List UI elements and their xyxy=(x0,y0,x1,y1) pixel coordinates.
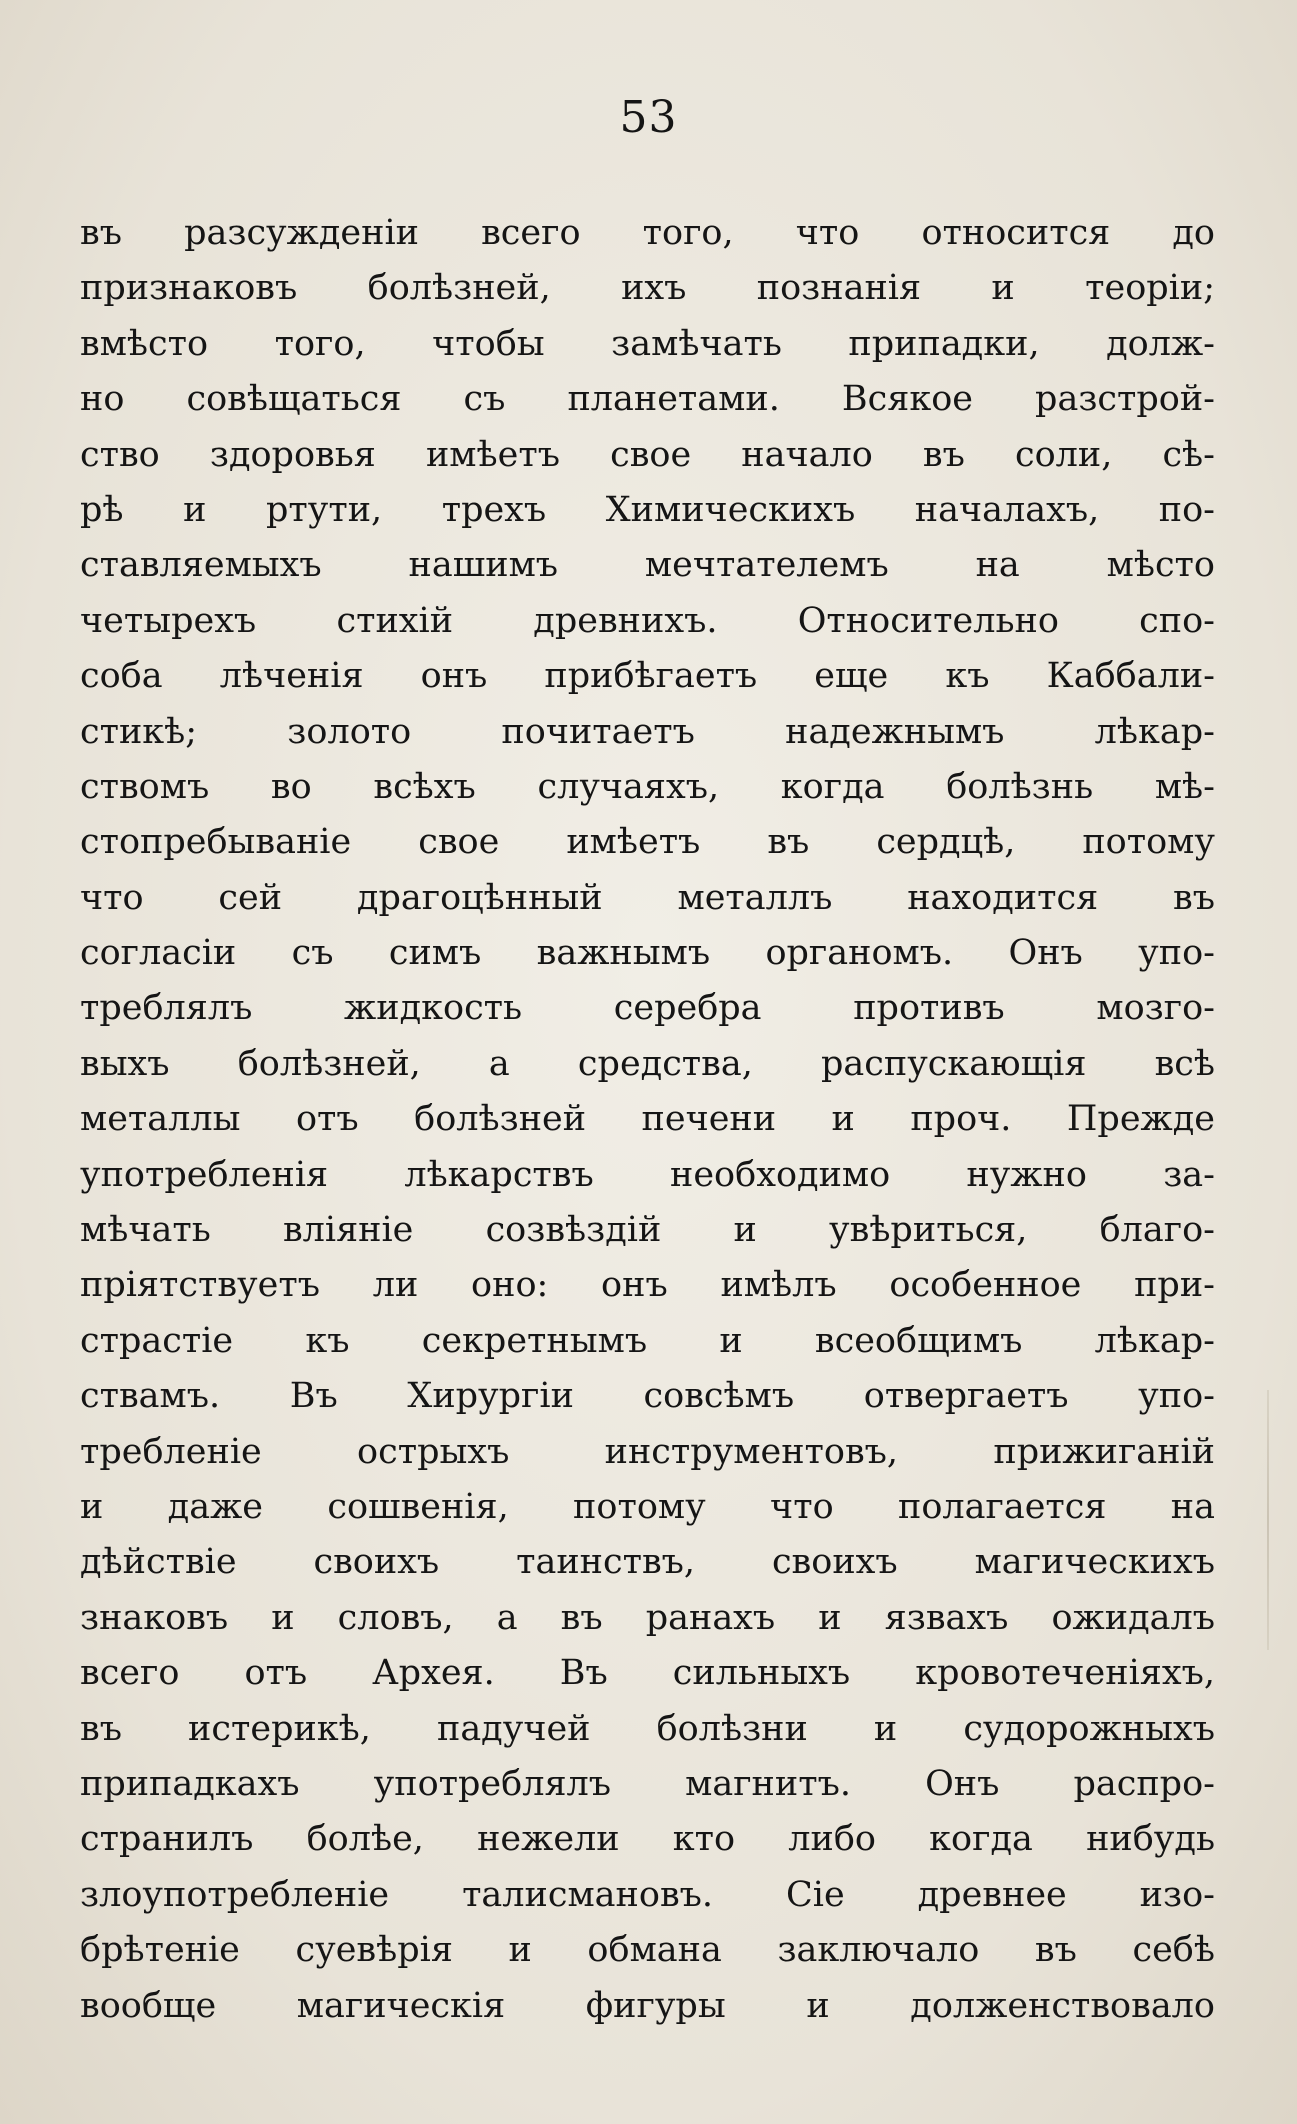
text-line-6: рѣ и ртути, трехъ Химическихъ началахъ, по- xyxy=(80,489,1215,530)
page-edge-shadow xyxy=(1267,1390,1269,1650)
text-line-31: злоупотребленіе талисмановъ. Сіе древнее изо- xyxy=(80,1874,1215,1915)
text-line-20: пріятствуетъ ли оно: онъ имѣлъ особенное при- xyxy=(80,1265,1215,1306)
text-line-4: но совѣщаться съ планетами. Всякое разстрой- xyxy=(80,379,1215,420)
text-line-12: стопребываніе свое имѣетъ въ сердцѣ, потому xyxy=(80,822,1215,863)
text-line-29: припадкахъ употреблялъ магнитъ. Онъ распро- xyxy=(80,1763,1215,1804)
text-line-30: странилъ болѣе, нежели кто либо когда нибудь xyxy=(80,1819,1215,1860)
text-line-16: выхъ болѣзней, а средства, распускающія всѣ xyxy=(80,1043,1215,1084)
text-line-1: въ разсужденіи всего того, что относится до xyxy=(80,213,1215,253)
text-line-28: въ истерикѣ, падучей болѣзни и судорожныхъ xyxy=(80,1708,1215,1749)
text-line-3: вмѣсто того, чтобы замѣчать припадки, долж- xyxy=(80,323,1215,364)
text-line-22: ствамъ. Въ Хирургіи совсѣмъ отвергаетъ упо- xyxy=(80,1376,1215,1417)
body-text xyxy=(80,206,1215,2034)
text-line-24: и даже сошвенія, потому что полагается на xyxy=(80,1486,1215,1527)
text-line-25: дѣйствіе своихъ таинствъ, своихъ магическихъ xyxy=(80,1542,1215,1583)
text-line-32: брѣтеніе суевѣрія и обмана заключало въ себѣ xyxy=(80,1930,1215,1971)
text-line-27: всего отъ Архея. Въ сильныхъ кровотеченіяхъ, xyxy=(80,1653,1215,1694)
text-line-9: соба лѣченія онъ прибѣгаетъ еще къ Каббали- xyxy=(80,656,1215,697)
text-line-15: треблялъ жидкость серебра противъ мозго- xyxy=(80,988,1215,1029)
page-number: 53 xyxy=(619,92,678,143)
text-line-10: стикѣ; золото почитаетъ надежнымъ лѣкар- xyxy=(80,711,1215,752)
text-line-14: согласіи съ симъ важнымъ органомъ. Онъ упо- xyxy=(80,933,1215,974)
text-line-13: что сей драгоцѣнный металлъ находится въ xyxy=(80,877,1215,918)
text-line-33: вообще магическія фигуры и долженствовало xyxy=(80,1985,1215,2026)
text-line-2: признаковъ болѣзней, ихъ познанія и теоріи; xyxy=(80,268,1215,309)
text-line-8: четырехъ стихій древнихъ. Относительно спо- xyxy=(80,600,1215,641)
text-line-7: ставляемыхъ нашимъ мечтателемъ на мѣсто xyxy=(80,545,1215,586)
text-line-21: страстіе къ секретнымъ и всеобщимъ лѣкар- xyxy=(80,1320,1215,1361)
text-line-5: ство здоровья имѣетъ свое начало въ соли, сѣ- xyxy=(80,434,1215,475)
text-line-26: знаковъ и словъ, а въ ранахъ и язвахъ ожидалъ xyxy=(80,1597,1215,1638)
text-line-11: ствомъ во всѣхъ случаяхъ, когда болѣзнь мѣ- xyxy=(80,766,1215,807)
text-line-17: металлы отъ болѣзней печени и проч. Прежде xyxy=(80,1099,1215,1140)
text-line-23: требленіе острыхъ инструментовъ, прижиганій xyxy=(80,1431,1215,1472)
text-line-18: употребленія лѣкарствъ необходимо нужно за- xyxy=(80,1154,1215,1195)
text-line-19: мѣчать вліяніе созвѣздій и увѣриться, благо- xyxy=(80,1210,1215,1251)
